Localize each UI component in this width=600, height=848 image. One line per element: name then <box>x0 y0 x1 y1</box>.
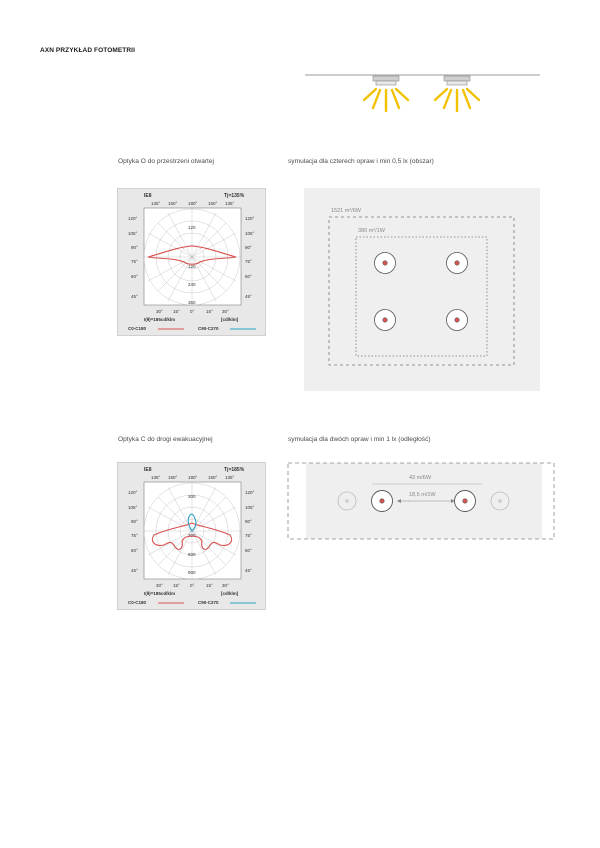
svg-text:60°: 60° <box>131 274 138 279</box>
svg-text:120°: 120° <box>245 216 255 221</box>
svg-text:90°: 90° <box>245 245 252 250</box>
top-angle-labels <box>151 201 235 206</box>
svg-text:180°: 180° <box>188 201 198 206</box>
caption-simulation-four: symulacja dla czterech opraw i min 0,5 lx (obszar) <box>288 158 434 165</box>
caption-optic-c: Optyka C do drogi ewakuacyjnej <box>118 436 213 443</box>
legend-b: C90-C270 <box>198 326 219 331</box>
luminaire-marks <box>375 253 468 331</box>
ceiling-lamps-illustration <box>300 70 545 120</box>
svg-text:75°: 75° <box>245 533 252 538</box>
svg-text:900: 900 <box>188 570 196 575</box>
diagram-id: IE8 <box>144 193 152 199</box>
left-angle-labels <box>128 490 138 573</box>
svg-text:45°: 45° <box>131 568 138 573</box>
svg-text:30°: 30° <box>156 309 163 314</box>
svg-text:600: 600 <box>188 552 196 557</box>
legend-a: C0-C180 <box>128 326 147 331</box>
svg-text:150°: 150° <box>168 475 178 480</box>
light-rays <box>364 89 479 111</box>
units-right: [cd/klm] <box>221 317 239 322</box>
svg-text:300: 300 <box>188 533 196 538</box>
outer-area-label: 1521 m²/6W <box>331 208 361 214</box>
svg-text:105°: 105° <box>128 231 138 236</box>
svg-text:45°: 45° <box>245 294 252 299</box>
svg-text:135°: 135° <box>151 201 161 206</box>
units-right: [cd/klm] <box>221 591 239 596</box>
svg-text:105°: 105° <box>128 505 138 510</box>
svg-text:60°: 60° <box>245 548 252 553</box>
inner-distance-label: 18,5 m/1W <box>409 492 436 498</box>
svg-text:0°: 0° <box>190 583 195 588</box>
svg-text:0°: 0° <box>190 309 195 314</box>
svg-text:15°: 15° <box>173 309 180 314</box>
outer-area-boundary <box>329 217 514 365</box>
left-angle-labels <box>128 216 138 299</box>
svg-text:135°: 135° <box>225 475 235 480</box>
svg-text:15°: 15° <box>206 309 213 314</box>
svg-text:15°: 15° <box>173 583 180 588</box>
svg-text:135°: 135° <box>225 201 235 206</box>
units-left: I(θ)=185cd/klm <box>144 317 176 322</box>
inner-area-label: 380 m²/1W <box>358 228 385 234</box>
svg-text:90°: 90° <box>131 519 138 524</box>
top-angle-labels <box>151 475 235 480</box>
svg-text:45°: 45° <box>245 568 252 573</box>
svg-text:240: 240 <box>188 282 196 287</box>
svg-text:105°: 105° <box>245 231 255 236</box>
legend-b: C90-C270 <box>198 600 219 605</box>
bottom-angle-labels <box>156 583 229 588</box>
simulation-area-panel <box>304 188 540 391</box>
page-title: AXN PRZYKŁAD FOTOMETRII <box>40 47 135 54</box>
svg-text:150°: 150° <box>208 475 218 480</box>
svg-text:90°: 90° <box>131 245 138 250</box>
caption-optic-o: Optyka O do przestrzeni otwartej <box>118 158 215 165</box>
svg-text:360: 360 <box>188 300 196 305</box>
diagram-tilt: Tj=135% <box>224 193 245 199</box>
svg-text:75°: 75° <box>131 259 138 264</box>
svg-text:90°: 90° <box>245 519 252 524</box>
svg-text:45°: 45° <box>131 294 138 299</box>
outer-distance-label: 43 m/6W <box>409 475 432 481</box>
bottom-angle-labels <box>156 309 229 314</box>
diagram-tilt: Tj=185% <box>224 467 245 473</box>
polar-diagram-optic-o <box>117 188 266 336</box>
right-angle-labels <box>245 216 255 299</box>
caption-simulation-two: symulacja dla dwóch opraw i min 1 lx (odległość) <box>288 436 431 443</box>
svg-text:150°: 150° <box>208 201 218 206</box>
svg-text:180°: 180° <box>188 475 198 480</box>
svg-text:60°: 60° <box>131 548 138 553</box>
ceiling-lamp-left <box>373 76 399 85</box>
svg-text:150°: 150° <box>168 201 178 206</box>
diagram-id: IE8 <box>144 467 152 473</box>
units-left: I(θ)=185cd/klm <box>144 591 176 596</box>
simulation-distance-panel <box>285 460 557 542</box>
inner-area-boundary <box>356 237 487 356</box>
legend-a: C0-C180 <box>128 600 147 605</box>
svg-text:120°: 120° <box>245 490 255 495</box>
svg-text:15°: 15° <box>206 583 213 588</box>
svg-text:120°: 120° <box>128 490 138 495</box>
svg-text:120: 120 <box>188 264 196 269</box>
svg-text:30°: 30° <box>222 309 229 314</box>
svg-text:300: 300 <box>188 494 196 499</box>
svg-text:60°: 60° <box>245 274 252 279</box>
svg-text:75°: 75° <box>245 259 252 264</box>
right-angle-labels <box>245 490 255 573</box>
svg-text:105°: 105° <box>245 505 255 510</box>
svg-text:120°: 120° <box>128 216 138 221</box>
svg-text:30°: 30° <box>156 583 163 588</box>
svg-text:75°: 75° <box>131 533 138 538</box>
svg-text:135°: 135° <box>151 475 161 480</box>
svg-text:120: 120 <box>188 225 196 230</box>
ceiling-lamp-right <box>444 76 470 85</box>
svg-text:30°: 30° <box>222 583 229 588</box>
polar-diagram-optic-c <box>117 462 266 610</box>
